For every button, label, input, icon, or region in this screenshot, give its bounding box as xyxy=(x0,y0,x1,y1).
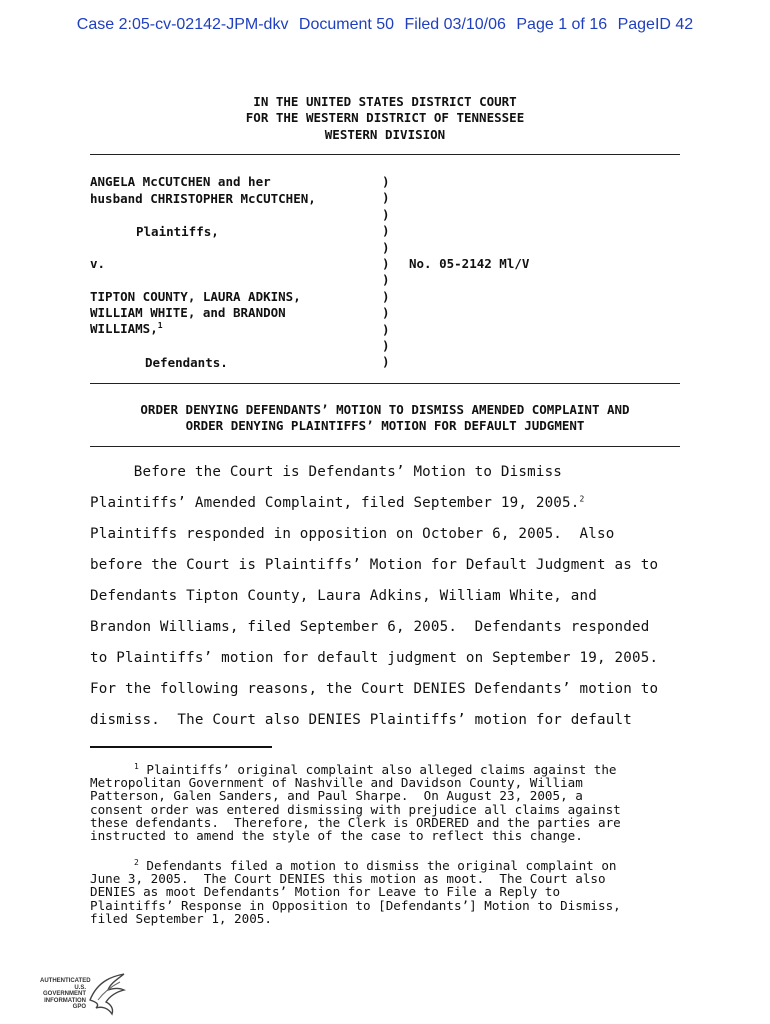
footnote-2: $^2$ Defendants filed a motion to dismiss the original complaint on June 3, 2005. The Court DENIES this motion as moot. The Court also DENIES as moot Defendants’ Motion for Leave to File a Reply to Plaintiffs’ Response in Opposition to [Defendants’] Motion to Dismiss, filed September 1, 2005. xyxy=(90,857,621,926)
gpo-authentication-logo: AUTHENTICATED U.S. GOVERNMENT INFORMATION GPO xyxy=(40,970,135,1016)
footnote-separator xyxy=(90,746,272,748)
divider-rule xyxy=(90,446,680,447)
filed-date: Filed 03/10/06 xyxy=(404,16,506,33)
divider-rule xyxy=(90,383,680,384)
divider-rule xyxy=(90,154,680,155)
court-heading-line2: FOR THE WESTERN DISTRICT OF TENNESSEE xyxy=(245,110,525,125)
body-line: Plaintiffs’ Amended Complaint, filed September 19, 2005.$^2$ xyxy=(90,494,585,511)
document-number: Document 50 xyxy=(298,16,395,33)
footnote-ref-2: 2 xyxy=(579,494,585,504)
defendants-role: Defendants. xyxy=(145,355,228,370)
footnote-ref-1: 1 xyxy=(157,320,163,330)
body-line: dismiss. The Court also DENIES Plaintiffs’ motion for default xyxy=(90,712,632,728)
page-indicator: Page 1 of 16 xyxy=(516,16,608,33)
court-heading-line1: IN THE UNITED STATES DISTRICT COURT xyxy=(253,94,517,109)
body-line: For the following reasons, the Court DENIES Defendants’ motion to xyxy=(90,681,659,697)
plaintiffs-name-line1: ANGELA McCUTCHEN and her xyxy=(90,174,271,189)
page-id: PageID 42 xyxy=(617,16,694,33)
eagle-emblem-icon xyxy=(84,970,130,1016)
defendants-name-line3: WILLIAMS,$^1$ xyxy=(90,320,163,336)
docket-number: No. 05-2142 Ml/V xyxy=(409,256,530,271)
order-title-line2: ORDER DENYING PLAINTIFFS’ MOTION FOR DEFAULT JUDGMENT xyxy=(185,418,585,433)
court-heading-line3: WESTERN DIVISION xyxy=(324,127,446,142)
order-title-line1: ORDER DENYING DEFENDANTS’ MOTION TO DISMISS AMENDED COMPLAINT AND xyxy=(140,402,630,417)
case-header-stamp xyxy=(0,16,770,34)
body-line: Brandon Williams, filed September 6, 2005. Defendants responded xyxy=(90,619,650,635)
body-line: to Plaintiffs’ motion for default judgment on September 19, 2005. xyxy=(90,650,659,666)
case-number: Case 2:05-cv-02142-JPM-dkv xyxy=(76,16,289,33)
footnote-1: $^1$ Plaintiffs’ original complaint also alleged claims against the Metropolitan Government of Nashville and Davidson County, William Patterson, Galen Sanders, and Paul Sharpe. On August 23, 2005, a consent order was entered dismissing with prejudice all claims against these defendants. Therefore, the Clerk is ORDERED and the parties are instructed to amend the style of the case to reflect this change. xyxy=(90,761,621,844)
caption-paren-column: ) ) ) ) ) ) ) ) ) ) ) ) xyxy=(382,174,390,370)
body-line: Before the Court is Defendants’ Motion to Dismiss xyxy=(90,464,563,480)
plaintiffs-role: Plaintiffs, xyxy=(136,224,219,239)
body-line: before the Court is Plaintiffs’ Motion for Default Judgment as to xyxy=(90,557,659,573)
defendants-name-line1: TIPTON COUNTY, LAURA ADKINS, xyxy=(90,289,301,304)
plaintiffs-name-line2: husband CHRISTOPHER McCUTCHEN, xyxy=(90,191,316,206)
versus-label: v. xyxy=(90,256,106,271)
body-line: Defendants Tipton County, Laura Adkins, William White, and xyxy=(90,588,598,604)
defendants-name-line2: WILLIAM WHITE, and BRANDON xyxy=(90,305,286,320)
body-line: Plaintiffs responded in opposition on October 6, 2005. Also xyxy=(90,526,615,542)
